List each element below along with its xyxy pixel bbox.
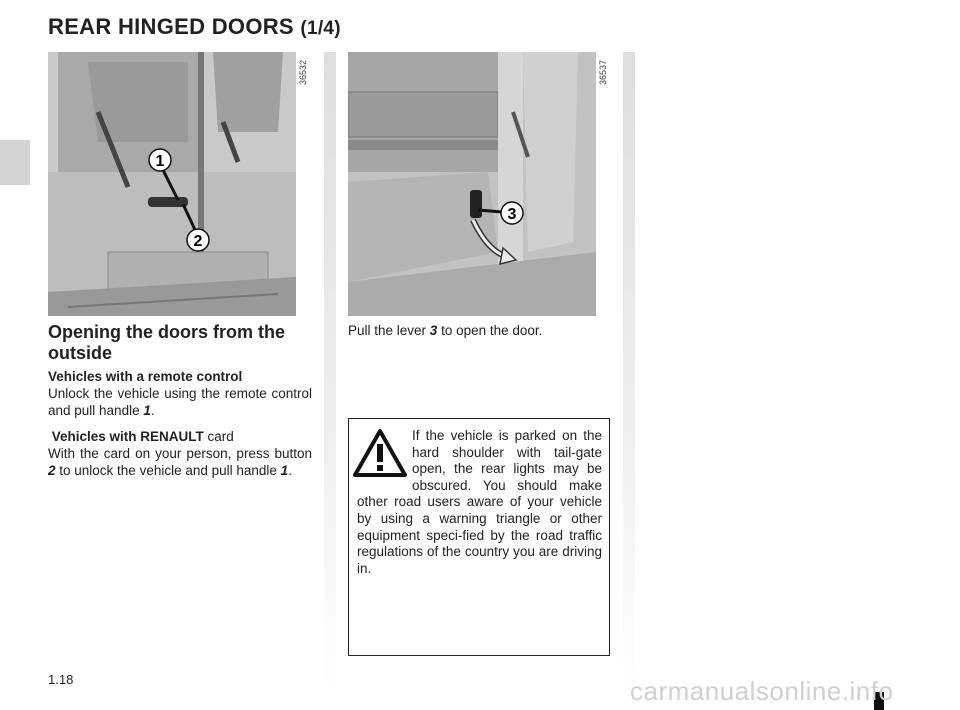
- pull-lever-text: Pull the lever 3 to open the door.: [348, 323, 543, 338]
- remote-title: Vehicles with a remote control: [48, 369, 243, 384]
- warning-text: If the vehicle is parked on the hard shoulder with tail-gate open, the rear lights may be obscured. You should make other road users aware of your vehicle by using a warning triangle or other equipment speci-fied by the road traffic regulations of the country you are driving in.: [357, 428, 602, 576]
- figure-door-handle: [48, 52, 296, 316]
- figure-ref-left: 36532: [298, 60, 308, 86]
- warning-triangle-icon: [352, 428, 408, 478]
- watermark: carmanualsonline.info: [630, 676, 894, 706]
- card-paragraph: Vehicles with RENAULT card With the card on your person, press button 2 to unlock the vehicle and pull handle 1.: [48, 429, 312, 478]
- page-number: 1.18: [48, 672, 74, 687]
- remote-paragraph: Vehicles with a remote control Unlock the vehicle using the remote control and pull handle 1.: [48, 369, 312, 418]
- callout-1: 1: [155, 153, 165, 170]
- chapter-tab: [0, 140, 30, 185]
- section-heading: Opening the doors from the outside: [48, 322, 285, 363]
- column-divider-right: [623, 52, 635, 692]
- figure-ref-right: 36537: [598, 60, 608, 86]
- card-title: Vehicles with RENAULT: [51, 429, 204, 444]
- callout-3: 3: [507, 206, 517, 223]
- page-title: REAR HINGED DOORS (1/4): [48, 14, 341, 39]
- column-divider: [324, 52, 336, 692]
- callout-2: 2: [193, 233, 203, 250]
- figure-interior-lever: [348, 52, 596, 316]
